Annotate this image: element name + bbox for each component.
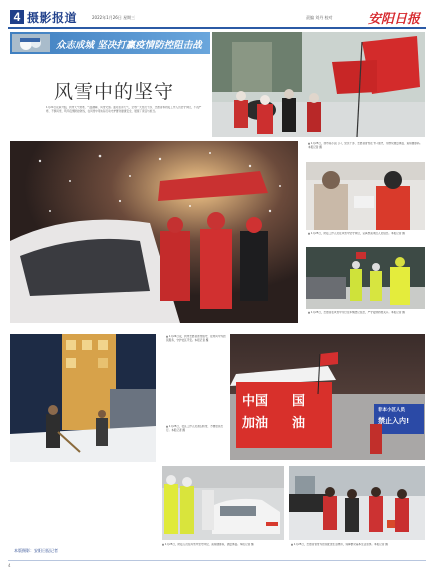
page-header [8, 8, 426, 28]
caption-5: ▲ 1月25日，社区工作人员清扫积雪，方便居民出行。本报记者 摄 [166, 425, 224, 433]
page-number-box [10, 10, 24, 24]
photo-supply-delivery [289, 466, 425, 540]
footer-rule [8, 560, 426, 561]
caption-6: ▲ 1月25日，防疫人员在风雪中坚守岗位，查验健康码，测量体温。本报记者 摄 [162, 543, 254, 546]
notice-sign-line1: 非本小区人员 [378, 408, 405, 413]
photo-snow-sweeping [10, 334, 156, 462]
feature-intro: 1月24日夜间开始，我市天气转寒，气温骤降，风雪交加。面对恶劣天气，全市广大党员干部、志愿者和防疫工作人员坚守岗位，不畏严寒、不惧风雪，筑牢疫情防控防线，在风雪中用实际行动守护群众健康安全，展现了责任与担当。 [46, 106, 202, 114]
sign-china: 中国 [242, 394, 269, 409]
photo-vehicle-checkpoint [306, 247, 425, 309]
footer-page-marker: 4 [8, 563, 11, 568]
caption-7: ▲ 1月25日，志愿者冒雪为居民配送生活物资，保障群众基本生活需求。本报记者 摄 [291, 543, 388, 546]
sign-guo: 国 [292, 394, 306, 409]
notice-sign-line2: 禁止入内! [378, 417, 410, 425]
feature-title: 风雪中的坚守 [54, 81, 175, 103]
date-line: 2022年1月26日 星期三 [92, 15, 136, 20]
caption-4: ▲ 1月24日夜，我市志愿者冒雪值守，在寒风中为居民服务，守护社区平安。本报记者 摄 [166, 335, 226, 343]
banner [10, 32, 210, 54]
photo-night-snow-car [10, 141, 298, 323]
photo-health-code-check [306, 162, 425, 230]
photo-flag-checkpoint [212, 32, 425, 137]
footer-credit: 本版摄影：安阳日报记者 [14, 548, 58, 553]
masthead: 安阳日报 [368, 12, 421, 27]
caption-1: ▲ 1月25日，我市某小区门口，党员干部、志愿者冒雪在卡口值守，为群众测量体温、查验健康码。本报记者 摄 [308, 142, 423, 150]
editor-line: 责编 刘丹 校对 [306, 15, 333, 20]
sign-you: 油 [292, 416, 306, 431]
banner-slogan: 众志成城 坚决打赢疫情防控阻击战 [56, 40, 202, 51]
caption-2: ▲ 1月25日，防疫工作人员在风雪中坚守岗位，认真核查来往人员信息。本报记者 摄 [308, 232, 405, 235]
banner-photo [12, 34, 50, 52]
sign-jiayou: 加油 [242, 416, 269, 431]
header-rule [8, 27, 426, 29]
photo-china-jiayou-tent [230, 334, 425, 460]
photo-traffic-police-car [162, 466, 284, 540]
page-number: 4 [13, 10, 21, 24]
caption-3: ▲ 1月25日，志愿者在风雪中为过往车辆登记信息，严守疫情防控关口。本报记者 摄 [308, 311, 405, 314]
section-title: 摄影报道 [27, 11, 78, 25]
